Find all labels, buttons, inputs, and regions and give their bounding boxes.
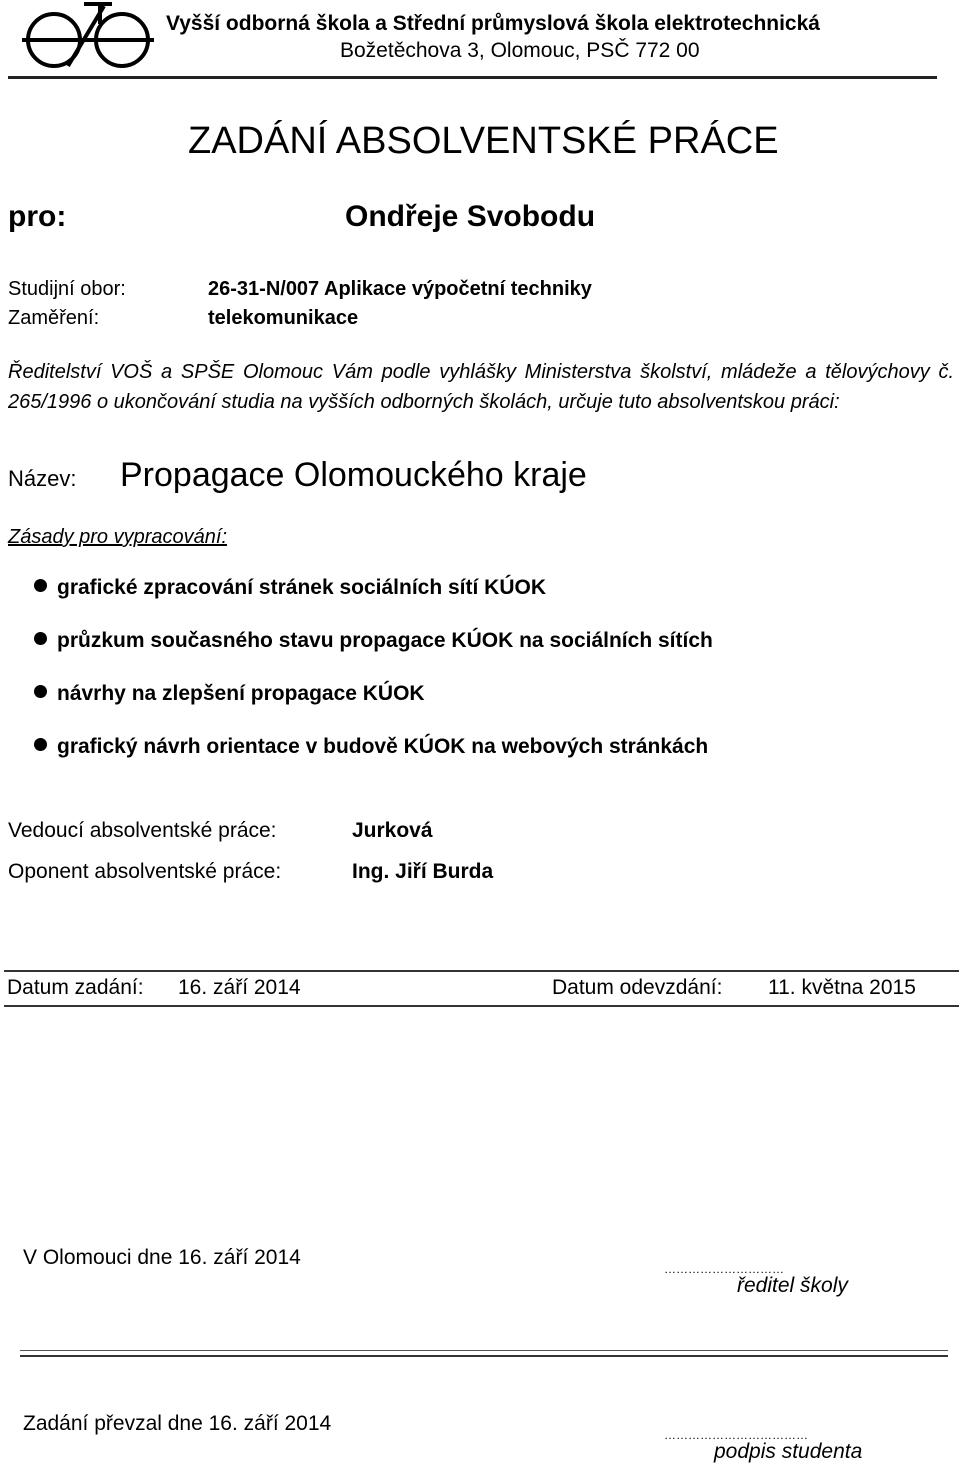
specialization-value: telekomunikace xyxy=(208,307,359,329)
thesis-name: Propagace Olomouckého kraje xyxy=(120,456,587,494)
list-item xyxy=(34,576,713,629)
director-signature-line: ………………………… xyxy=(664,1262,784,1276)
student-signature-line: ……………………………… xyxy=(664,1428,808,1442)
principle-text: grafické zpracování stránek sociálních sítí KÚOK xyxy=(57,576,547,599)
specialization-label: Zaměření: xyxy=(8,307,100,329)
principle-text: průzkum současného stavu propagace KÚOK na sociálních sítích xyxy=(57,629,713,652)
field-of-study-value: 26-31-N/007 Aplikace výpočetní techniky xyxy=(208,278,592,300)
section-divider xyxy=(20,1350,948,1351)
assigned-date: 16. září 2014 xyxy=(178,976,301,999)
bullet-icon xyxy=(34,632,47,645)
director-role: ředitel školy xyxy=(737,1274,848,1297)
thesis-name-label: Název: xyxy=(8,466,77,491)
assigned-date-label: Datum zadání: xyxy=(7,976,144,999)
school-logo-icon xyxy=(18,2,158,68)
dates-top-divider xyxy=(4,970,959,972)
document-title: ZADÁNÍ ABSOLVENTSKÉ PRÁCE xyxy=(188,120,779,162)
opponent-name: Ing. Jiří Burda xyxy=(352,860,494,883)
student-name: Ondřeje Svobodu xyxy=(345,200,596,233)
principles-list xyxy=(34,576,713,788)
list-item xyxy=(34,629,713,682)
bullet-icon xyxy=(34,579,47,592)
place-and-date: V Olomouci dne 16. září 2014 xyxy=(23,1246,301,1269)
intro-paragraph: Ředitelství VOŠ a SPŠE Olomouc Vám podle vyhlášky Ministerstva školství, mládeže a tělovýchovy č. 265/1996 o ukončování studia na vyšších odborných školách, určuje tuto absolventskou práci: xyxy=(8,361,954,413)
list-item xyxy=(34,735,713,788)
due-date-label: Datum odevzdání: xyxy=(552,976,723,999)
dates-bottom-divider xyxy=(4,1005,959,1007)
section-divider xyxy=(20,1355,948,1357)
supervisor-name: Jurková xyxy=(352,819,433,842)
field-of-study-label: Studijní obor: xyxy=(8,278,126,300)
list-item xyxy=(34,682,713,735)
school-name: Vyšší odborná škola a Střední průmyslová škola elektrotechnická xyxy=(166,12,820,35)
opponent-label: Oponent absolventské práce: xyxy=(8,860,282,883)
header-divider xyxy=(8,76,937,79)
school-address: Božetěchova 3, Olomouc, PSČ 772 00 xyxy=(340,39,700,62)
due-date: 11. května 2015 xyxy=(768,976,916,999)
principle-text: grafický návrh orientace v budově KÚOK na webových stránkách xyxy=(57,735,709,758)
student-signature-role: podpis studenta xyxy=(714,1440,863,1463)
bullet-icon xyxy=(34,738,47,751)
principle-text: návrhy na zlepšení propagace KÚOK xyxy=(57,682,425,705)
principles-heading: Zásady pro vypracování: xyxy=(8,526,227,548)
bullet-icon xyxy=(34,685,47,698)
supervisor-label: Vedoucí absolventské práce: xyxy=(8,819,277,842)
pro-label: pro: xyxy=(8,200,67,233)
received-statement: Zadání převzal dne 16. září 2014 xyxy=(23,1412,332,1435)
